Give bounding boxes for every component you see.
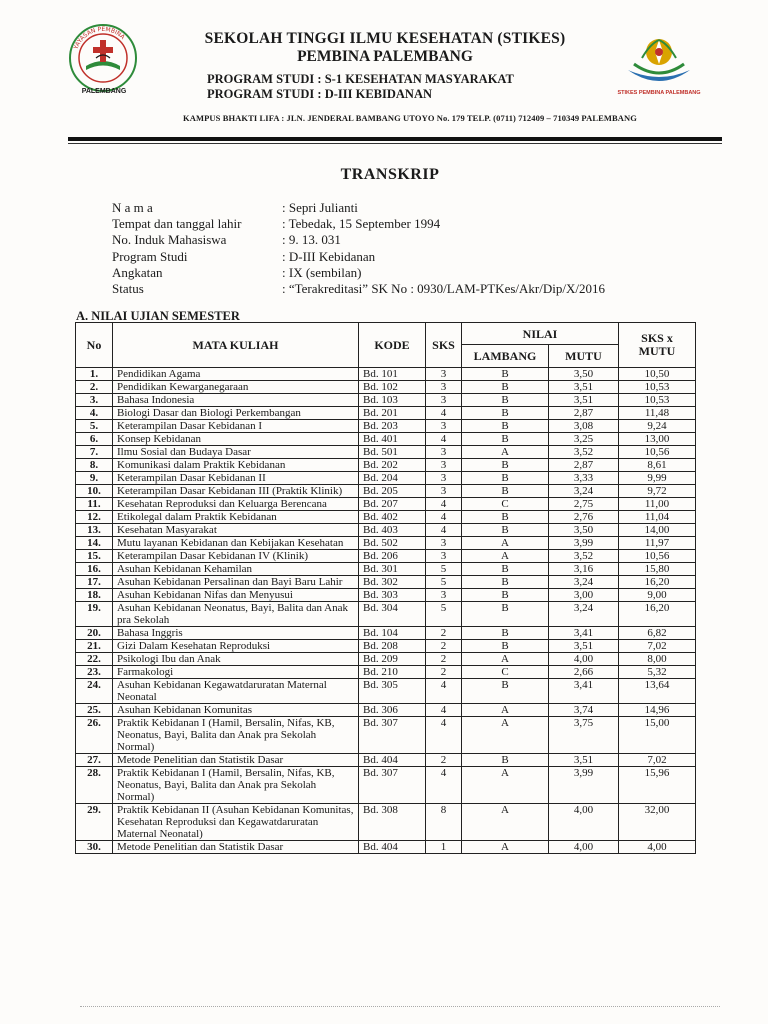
course-code: Bd. 301 [359,563,426,576]
course-credits: 4 [426,407,462,420]
grade-point: 3,25 [549,433,619,446]
logo-stikes [620,30,698,98]
course-credits: 3 [426,459,462,472]
row-number: 8. [76,459,113,472]
table-row [76,394,696,407]
table-row [76,511,696,524]
grade-point: 3,51 [549,640,619,653]
grade-point: 2,66 [549,666,619,679]
course-code: Bd. 202 [359,459,426,472]
table-row [76,459,696,472]
grade-letter: A [462,717,549,754]
course-credits: 3 [426,485,462,498]
table-row [76,381,696,394]
grade-letter: B [462,602,549,627]
course-name: Pendidikan Kewarganegaraan [113,381,359,394]
row-number: 15. [76,550,113,563]
table-row [76,550,696,563]
info-value: : IX (sembilan) [282,264,362,280]
header-sks-x-mutu: SKS x MUTU [619,323,696,368]
course-name: Biologi Dasar dan Biologi Perkembangan [113,407,359,420]
course-code: Bd. 205 [359,485,426,498]
section-title: A. NILAI UJIAN SEMESTER [76,309,240,323]
course-credits: 4 [426,433,462,446]
grade-rows [76,368,696,854]
credit-points: 10,53 [619,381,696,394]
table-row [76,640,696,653]
grade-letter: B [462,627,549,640]
course-name: Praktik Kebidanan I (Hamil, Bersalin, Nifas, KB, Neonatus, Bayi, Balita dan Anak pra Sekolah Normal) [113,767,359,804]
course-name: Bahasa Inggris [113,627,359,640]
row-number: 22. [76,653,113,666]
info-row-program [112,249,605,265]
course-name: Asuhan Kebidanan Persalinan dan Bayi Baru Lahir [113,576,359,589]
course-code: Bd. 101 [359,368,426,381]
credit-points: 8,61 [619,459,696,472]
credit-points: 13,00 [619,433,696,446]
grade-letter: B [462,459,549,472]
info-label: Program Studi [112,248,188,264]
credit-points: 11,00 [619,498,696,511]
grade-point: 3,41 [549,679,619,704]
table-row [76,841,696,854]
grade-letter: B [462,754,549,767]
grade-point: 3,24 [549,602,619,627]
course-credits: 3 [426,537,462,550]
row-number: 7. [76,446,113,459]
info-row-angkatan [112,265,605,281]
grade-letter: B [462,407,549,420]
course-code: Bd. 307 [359,767,426,804]
table-row [76,717,696,754]
grade-letter: C [462,498,549,511]
grade-letter: B [462,433,549,446]
row-number: 1. [76,368,113,381]
table-row [76,563,696,576]
course-name: Praktik Kebidanan I (Hamil, Bersalin, Nifas, KB, Neonatus, Bayi, Balita dan Anak pra Sekolah Normal) [113,717,359,754]
grade-point: 3,75 [549,717,619,754]
course-code: Bd. 308 [359,804,426,841]
grade-letter: B [462,640,549,653]
grade-point: 4,00 [549,653,619,666]
row-number: 12. [76,511,113,524]
logo-right-caption: STIKES PEMBINA PALEMBANG [617,90,701,96]
table-row [76,767,696,804]
course-credits: 2 [426,666,462,679]
row-number: 21. [76,640,113,653]
course-code: Bd. 201 [359,407,426,420]
course-name: Bahasa Indonesia [113,394,359,407]
grade-point: 3,50 [549,524,619,537]
credit-points: 15,00 [619,717,696,754]
course-credits: 4 [426,717,462,754]
grade-point: 3,99 [549,767,619,804]
course-code: Bd. 209 [359,653,426,666]
program-study-2: PROGRAM STUDI : D-III KEBIDANAN [207,87,433,101]
course-name: Kesehatan Masyarakat [113,524,359,537]
credit-points: 7,02 [619,640,696,653]
table-row [76,666,696,679]
grade-letter: A [462,446,549,459]
info-label: Tempat dan tanggal lahir [112,216,242,232]
course-code: Bd. 210 [359,666,426,679]
table-row [76,524,696,537]
grade-point: 3,24 [549,576,619,589]
grade-point: 3,51 [549,381,619,394]
table-row [76,679,696,704]
course-name: Komunikasi dalam Praktik Kebidanan [113,459,359,472]
course-credits: 3 [426,446,462,459]
table-row [76,472,696,485]
credit-points: 9,99 [619,472,696,485]
course-code: Bd. 304 [359,602,426,627]
grade-letter: A [462,537,549,550]
course-name: Pendidikan Agama [113,368,359,381]
course-code: Bd. 203 [359,420,426,433]
row-number: 26. [76,717,113,754]
table-row [76,498,696,511]
credit-points: 14,00 [619,524,696,537]
logo-left-city: PALEMBANG [81,88,127,95]
grade-point: 3,52 [549,446,619,459]
course-name: Ilmu Sosial dan Budaya Dasar [113,446,359,459]
table-row [76,602,696,627]
row-number: 30. [76,841,113,854]
credit-points: 16,20 [619,576,696,589]
row-number: 5. [76,420,113,433]
course-name: Keterampilan Dasar Kebidanan IV (Klinik) [113,550,359,563]
course-credits: 3 [426,420,462,433]
grade-letter: A [462,767,549,804]
table-row [76,446,696,459]
course-code: Bd. 306 [359,704,426,717]
course-name: Asuhan Kebidanan Nifas dan Menyusui [113,589,359,602]
info-row-name [112,200,605,216]
course-name: Gizi Dalam Kesehatan Reproduksi [113,640,359,653]
course-code: Bd. 402 [359,511,426,524]
grade-point: 3,51 [549,394,619,407]
credit-points: 4,00 [619,841,696,854]
row-number: 24. [76,679,113,704]
course-code: Bd. 403 [359,524,426,537]
table-row [76,537,696,550]
grade-point: 4,00 [549,804,619,841]
table-row [76,420,696,433]
info-value: : 9. 13. 031 [282,232,341,248]
table-row [76,653,696,666]
info-label: No. Induk Mahasiswa [112,232,227,248]
credit-points: 7,02 [619,754,696,767]
grade-point: 2,75 [549,498,619,511]
table-row [76,433,696,446]
info-value: : “Terakreditasi” SK No : 0930/LAM-PTKes/Akr/Dip/X/2016 [282,281,605,297]
header-mata-kuliah: MATA KULIAH [113,323,359,368]
svg-text:YAYASAN PEMBINA: YAYASAN PEMBINA [72,25,127,51]
document-title: TRANSKRIP [340,166,440,183]
row-number: 11. [76,498,113,511]
grade-point: 3,74 [549,704,619,717]
course-credits: 2 [426,754,462,767]
course-code: Bd. 104 [359,627,426,640]
credit-points: 10,50 [619,368,696,381]
grade-point: 3,51 [549,754,619,767]
course-code: Bd. 305 [359,679,426,704]
course-name: Psikologi Ibu dan Anak [113,653,359,666]
grade-letter: B [462,679,549,704]
header-rule-thin [68,143,722,144]
grade-point: 2,87 [549,407,619,420]
row-number: 3. [76,394,113,407]
grade-point: 3,50 [549,368,619,381]
info-label: N a m a [112,200,153,215]
grade-point: 3,41 [549,627,619,640]
course-credits: 2 [426,627,462,640]
course-credits: 5 [426,602,462,627]
course-name: Asuhan Kebidanan Kegawatdaruratan Maternal Neonatal [113,679,359,704]
header-lambang: LAMBANG [462,345,549,368]
row-number: 29. [76,804,113,841]
course-name: Asuhan Kebidanan Neonatus, Bayi, Balita dan Anak pra Sekolah [113,602,359,627]
course-credits: 3 [426,394,462,407]
student-info [112,200,605,297]
course-credits: 3 [426,368,462,381]
course-code: Bd. 307 [359,717,426,754]
grade-point: 2,76 [549,511,619,524]
course-code: Bd. 502 [359,537,426,550]
campus-address: KAMPUS BHAKTI LIFA : JLN. JENDERAL BAMBANG UTOYO No. 179 TELP. (0711) 712409 – 710349 PALEMBANG [183,113,637,123]
course-code: Bd. 404 [359,841,426,854]
header-nilai: NILAI [462,323,619,345]
course-code: Bd. 206 [359,550,426,563]
course-name: Farmakologi [113,666,359,679]
course-credits: 4 [426,524,462,537]
info-label: Angkatan [112,264,163,280]
credit-points: 11,97 [619,537,696,550]
course-name: Asuhan Kebidanan Kehamilan [113,563,359,576]
course-credits: 4 [426,767,462,804]
table-row [76,368,696,381]
credit-points: 10,56 [619,550,696,563]
row-number: 16. [76,563,113,576]
course-credits: 1 [426,841,462,854]
table-row [76,754,696,767]
course-code: Bd. 404 [359,754,426,767]
table-row [76,627,696,640]
grade-letter: A [462,804,549,841]
course-code: Bd. 501 [359,446,426,459]
grade-letter: A [462,653,549,666]
row-number: 23. [76,666,113,679]
course-name: Metode Penelitian dan Statistik Dasar [113,754,359,767]
table-row [76,589,696,602]
course-credits: 8 [426,804,462,841]
row-number: 28. [76,767,113,804]
credit-points: 9,72 [619,485,696,498]
course-name: Etikolegal dalam Praktik Kebidanan [113,511,359,524]
row-number: 19. [76,602,113,627]
row-number: 4. [76,407,113,420]
course-credits: 3 [426,550,462,563]
course-name: Konsep Kebidanan [113,433,359,446]
grade-letter: A [462,550,549,563]
course-code: Bd. 102 [359,381,426,394]
header-mutu: MUTU [549,345,619,368]
credit-points: 15,80 [619,563,696,576]
row-number: 18. [76,589,113,602]
course-credits: 4 [426,704,462,717]
row-number: 27. [76,754,113,767]
info-row-birth [112,216,605,232]
info-label: Status [112,281,144,297]
course-name: Praktik Kebidanan II (Asuhan Kebidanan Komunitas, Kesehatan Reproduksi dan Kegawatdaruratan Maternal Neonatal) [113,804,359,841]
row-number: 10. [76,485,113,498]
course-credits: 2 [426,640,462,653]
grade-letter: C [462,666,549,679]
institution-name: SEKOLAH TINGGI ILMU KESEHATAN (STIKES) [204,30,566,47]
course-name: Keterampilan Dasar Kebidanan I [113,420,359,433]
info-row-nim [112,232,605,248]
row-number: 25. [76,704,113,717]
grade-letter: B [462,563,549,576]
grade-letter: B [462,472,549,485]
course-code: Bd. 208 [359,640,426,653]
course-name: Keterampilan Dasar Kebidanan III (Praktik Klinik) [113,485,359,498]
table-row [76,804,696,841]
grade-point: 3,00 [549,589,619,602]
grade-letter: B [462,485,549,498]
footer-line [80,1006,720,1008]
credit-points: 11,48 [619,407,696,420]
row-number: 17. [76,576,113,589]
grade-point: 3,16 [549,563,619,576]
course-name: Keterampilan Dasar Kebidanan II [113,472,359,485]
table-row [76,485,696,498]
grades-table [75,322,696,854]
grade-letter: B [462,511,549,524]
course-code: Bd. 204 [359,472,426,485]
row-number: 20. [76,627,113,640]
course-credits: 2 [426,653,462,666]
grade-point: 3,99 [549,537,619,550]
header-no: No [76,323,113,368]
row-number: 9. [76,472,113,485]
course-name: Kesehatan Reproduksi dan Keluarga Berencana [113,498,359,511]
grade-letter: B [462,524,549,537]
course-code: Bd. 103 [359,394,426,407]
grade-letter: B [462,576,549,589]
row-number: 2. [76,381,113,394]
credit-points: 10,53 [619,394,696,407]
grade-letter: B [462,368,549,381]
credit-points: 13,64 [619,679,696,704]
course-code: Bd. 303 [359,589,426,602]
grade-point: 2,87 [549,459,619,472]
grade-letter: B [462,589,549,602]
course-name: Mutu layanan Kebidanan dan Kebijakan Kesehatan [113,537,359,550]
course-credits: 4 [426,679,462,704]
grade-point: 3,24 [549,485,619,498]
grade-letter: A [462,704,549,717]
row-number: 13. [76,524,113,537]
info-row-status [112,281,605,297]
header-sks: SKS [426,323,462,368]
institution-subname: PEMBINA PALEMBANG [297,48,473,65]
course-credits: 3 [426,589,462,602]
course-code: Bd. 207 [359,498,426,511]
credit-points: 14,96 [619,704,696,717]
row-number: 6. [76,433,113,446]
grade-point: 3,52 [549,550,619,563]
table-row [76,704,696,717]
header-kode: KODE [359,323,426,368]
header-rule-thick [68,137,722,141]
credit-points: 32,00 [619,804,696,841]
grade-letter: A [462,841,549,854]
credit-points: 10,56 [619,446,696,459]
table-row [76,407,696,420]
info-value: : Tebedak, 15 September 1994 [282,216,441,232]
program-study-1: PROGRAM STUDI : S-1 KESEHATAN MASYARAKAT [207,72,514,86]
info-value: : Sepri Julianti [282,200,358,215]
table-row [76,576,696,589]
info-value: : D-III Kebidanan [282,248,376,264]
credit-points: 6,82 [619,627,696,640]
credit-points: 9,00 [619,589,696,602]
row-number: 14. [76,537,113,550]
course-credits: 3 [426,381,462,394]
course-code: Bd. 401 [359,433,426,446]
course-credits: 3 [426,472,462,485]
grade-letter: B [462,420,549,433]
grade-letter: B [462,394,549,407]
course-credits: 4 [426,498,462,511]
credit-points: 5,32 [619,666,696,679]
grade-point: 3,08 [549,420,619,433]
course-credits: 4 [426,511,462,524]
credit-points: 11,04 [619,511,696,524]
course-credits: 5 [426,563,462,576]
grade-point: 4,00 [549,841,619,854]
credit-points: 15,96 [619,767,696,804]
credit-points: 9,24 [619,420,696,433]
course-credits: 5 [426,576,462,589]
course-name: Metode Penelitian dan Statistik Dasar [113,841,359,854]
logo-yayasan [66,22,140,96]
grade-letter: B [462,381,549,394]
credit-points: 8,00 [619,653,696,666]
credit-points: 16,20 [619,602,696,627]
course-name: Asuhan Kebidanan Komunitas [113,704,359,717]
course-code: Bd. 302 [359,576,426,589]
grade-point: 3,33 [549,472,619,485]
